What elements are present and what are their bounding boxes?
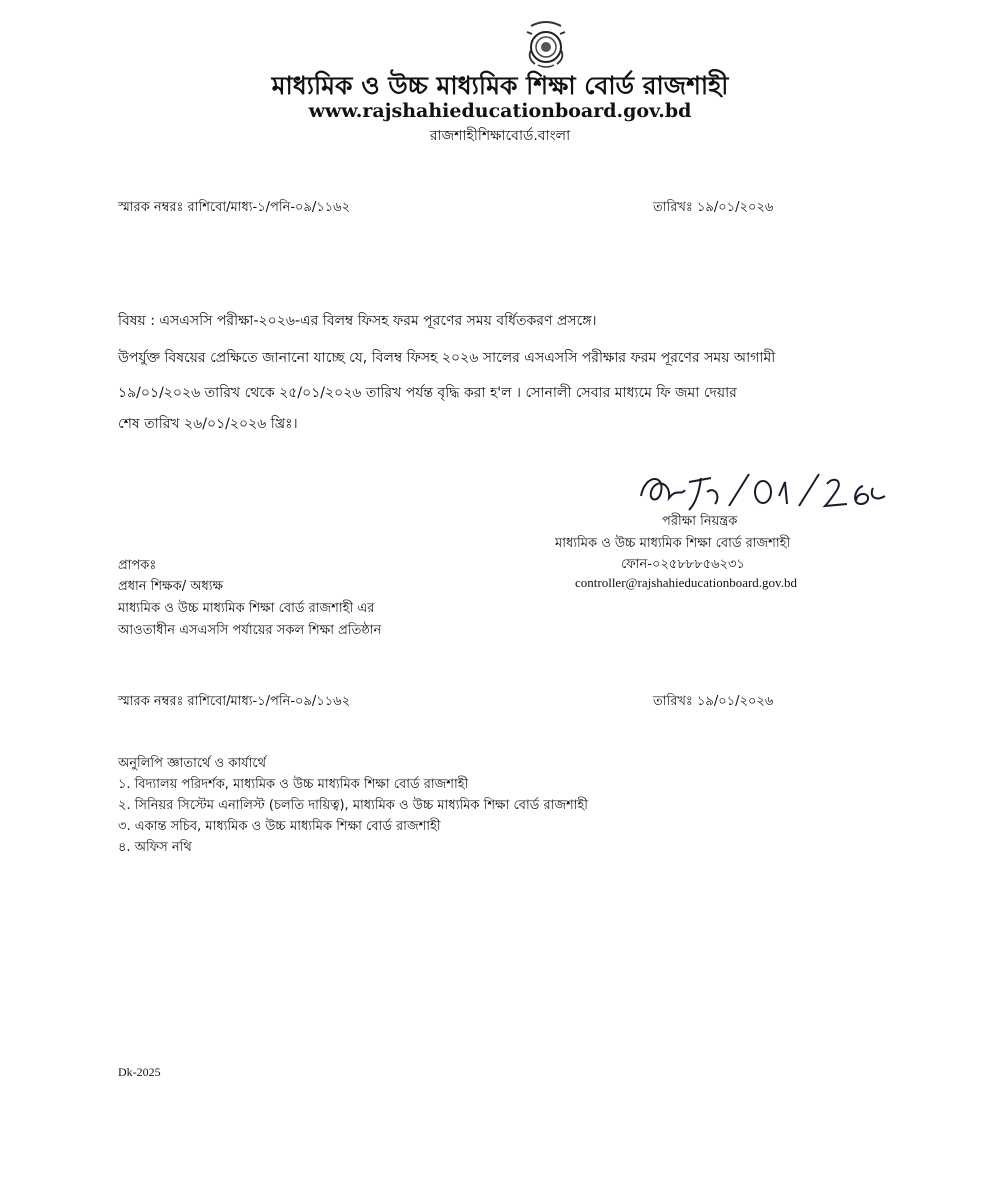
copy-item-3: ৩. একান্ত সচিব, মাধ্যমিক ও উচ্চ মাধ্যমিক শিক্ষা বোর্ড রাজশাহী xyxy=(118,819,441,834)
memo-date: তারিখঃ ১৯/০১/২০২৬ xyxy=(653,200,774,215)
signatory-phone: ফোন-০২৫৮৮৮৫৬২৩১ xyxy=(621,557,745,572)
website-link[interactable]: www.rajshahieducationboard.gov.bd xyxy=(308,100,692,122)
signatory-title: পরীক্ষা নিয়ন্ত্রক xyxy=(662,514,738,529)
subject-line: বিষয় : এসএসসি পরীক্ষা-২০২৬-এর বিলম্ব ফিসহ ফরম পূরণের সময় বর্ধিতকরণ প্রসঙ্গে। xyxy=(118,313,597,329)
body-line-1: উপর্যুক্ত বিষয়ের প্রেক্ষিতে জানানো যাচ্ছে যে, বিলম্ব ফিসহ ২০২৬ সালের এসএসসি পরীক্ষার ফরম পূরণের সময় আগামী xyxy=(118,350,776,366)
recipient-label: প্রাপকঃ xyxy=(118,558,157,573)
copy-item-4: ৪. অফিস নথি xyxy=(118,840,192,855)
memo-date-copy: তারিখঃ ১৯/০১/২০২৬ xyxy=(653,694,774,709)
recipient-line-3: আওতাধীন এসএসসি পর্যায়ের সকল শিক্ষা প্রতিষ্ঠান xyxy=(118,623,382,638)
copy-heading: অনুলিপি জ্ঞাতার্থে ও কার্যার্থে xyxy=(118,756,267,771)
footer-code: Dk-2025 xyxy=(118,1065,161,1079)
board-seal-icon xyxy=(523,20,569,70)
memo-ref: স্মারক নম্বরঃ রাশিবো/মাধ্য-১/পনি-০৯/১১৬২ xyxy=(118,200,351,215)
signatory-office: মাধ্যমিক ও উচ্চ মাধ্যমিক শিক্ষা বোর্ড রাজশাহী xyxy=(555,536,791,551)
handwritten-signature xyxy=(637,466,907,516)
copy-item-2: ২. সিনিয়র সিস্টেম এনালিস্ট (চলতি দায়িত্ব), মাধ্যমিক ও উচ্চ মাধ্যমিক শিক্ষা বোর্ড রাজশাহী xyxy=(118,798,589,813)
recipient-line-1: প্রধান শিক্ষক/ অধ্যক্ষ xyxy=(118,579,224,594)
memo-ref-copy: স্মারক নম্বরঃ রাশিবো/মাধ্য-১/পনি-০৯/১১৬২ xyxy=(118,694,351,709)
body-line-2: ১৯/০১/২০২৬ তারিখ থেকে ২৫/০১/২০২৬ তারিখ পর্যন্ত বৃদ্ধি করা হ'ল । সোনালী সেবার মাধ্যমে ফি জমা দেয়ার xyxy=(118,385,737,401)
recipient-line-2: মাধ্যমিক ও উচ্চ মাধ্যমিক শিক্ষা বোর্ড রাজশাহী এর xyxy=(118,601,375,616)
board-title: মাধ্যমিক ও উচ্চ মাধ্যমিক শিক্ষা বোর্ড রাজশাহী xyxy=(271,71,729,100)
body-line-3: শেষ তারিখ ২৬/০১/২০২৬ খ্রিঃ। xyxy=(118,416,298,432)
signatory-email[interactable]: controller@rajshahieducationboard.gov.bd xyxy=(575,575,797,590)
copy-item-1: ১. বিদ্যালয় পরিদর্শক, মাধ্যমিক ও উচ্চ মাধ্যমিক শিক্ষা বোর্ড রাজশাহী xyxy=(118,777,469,792)
bangla-domain: রাজশাহীশিক্ষাবোর্ড.বাংলা xyxy=(429,128,571,144)
